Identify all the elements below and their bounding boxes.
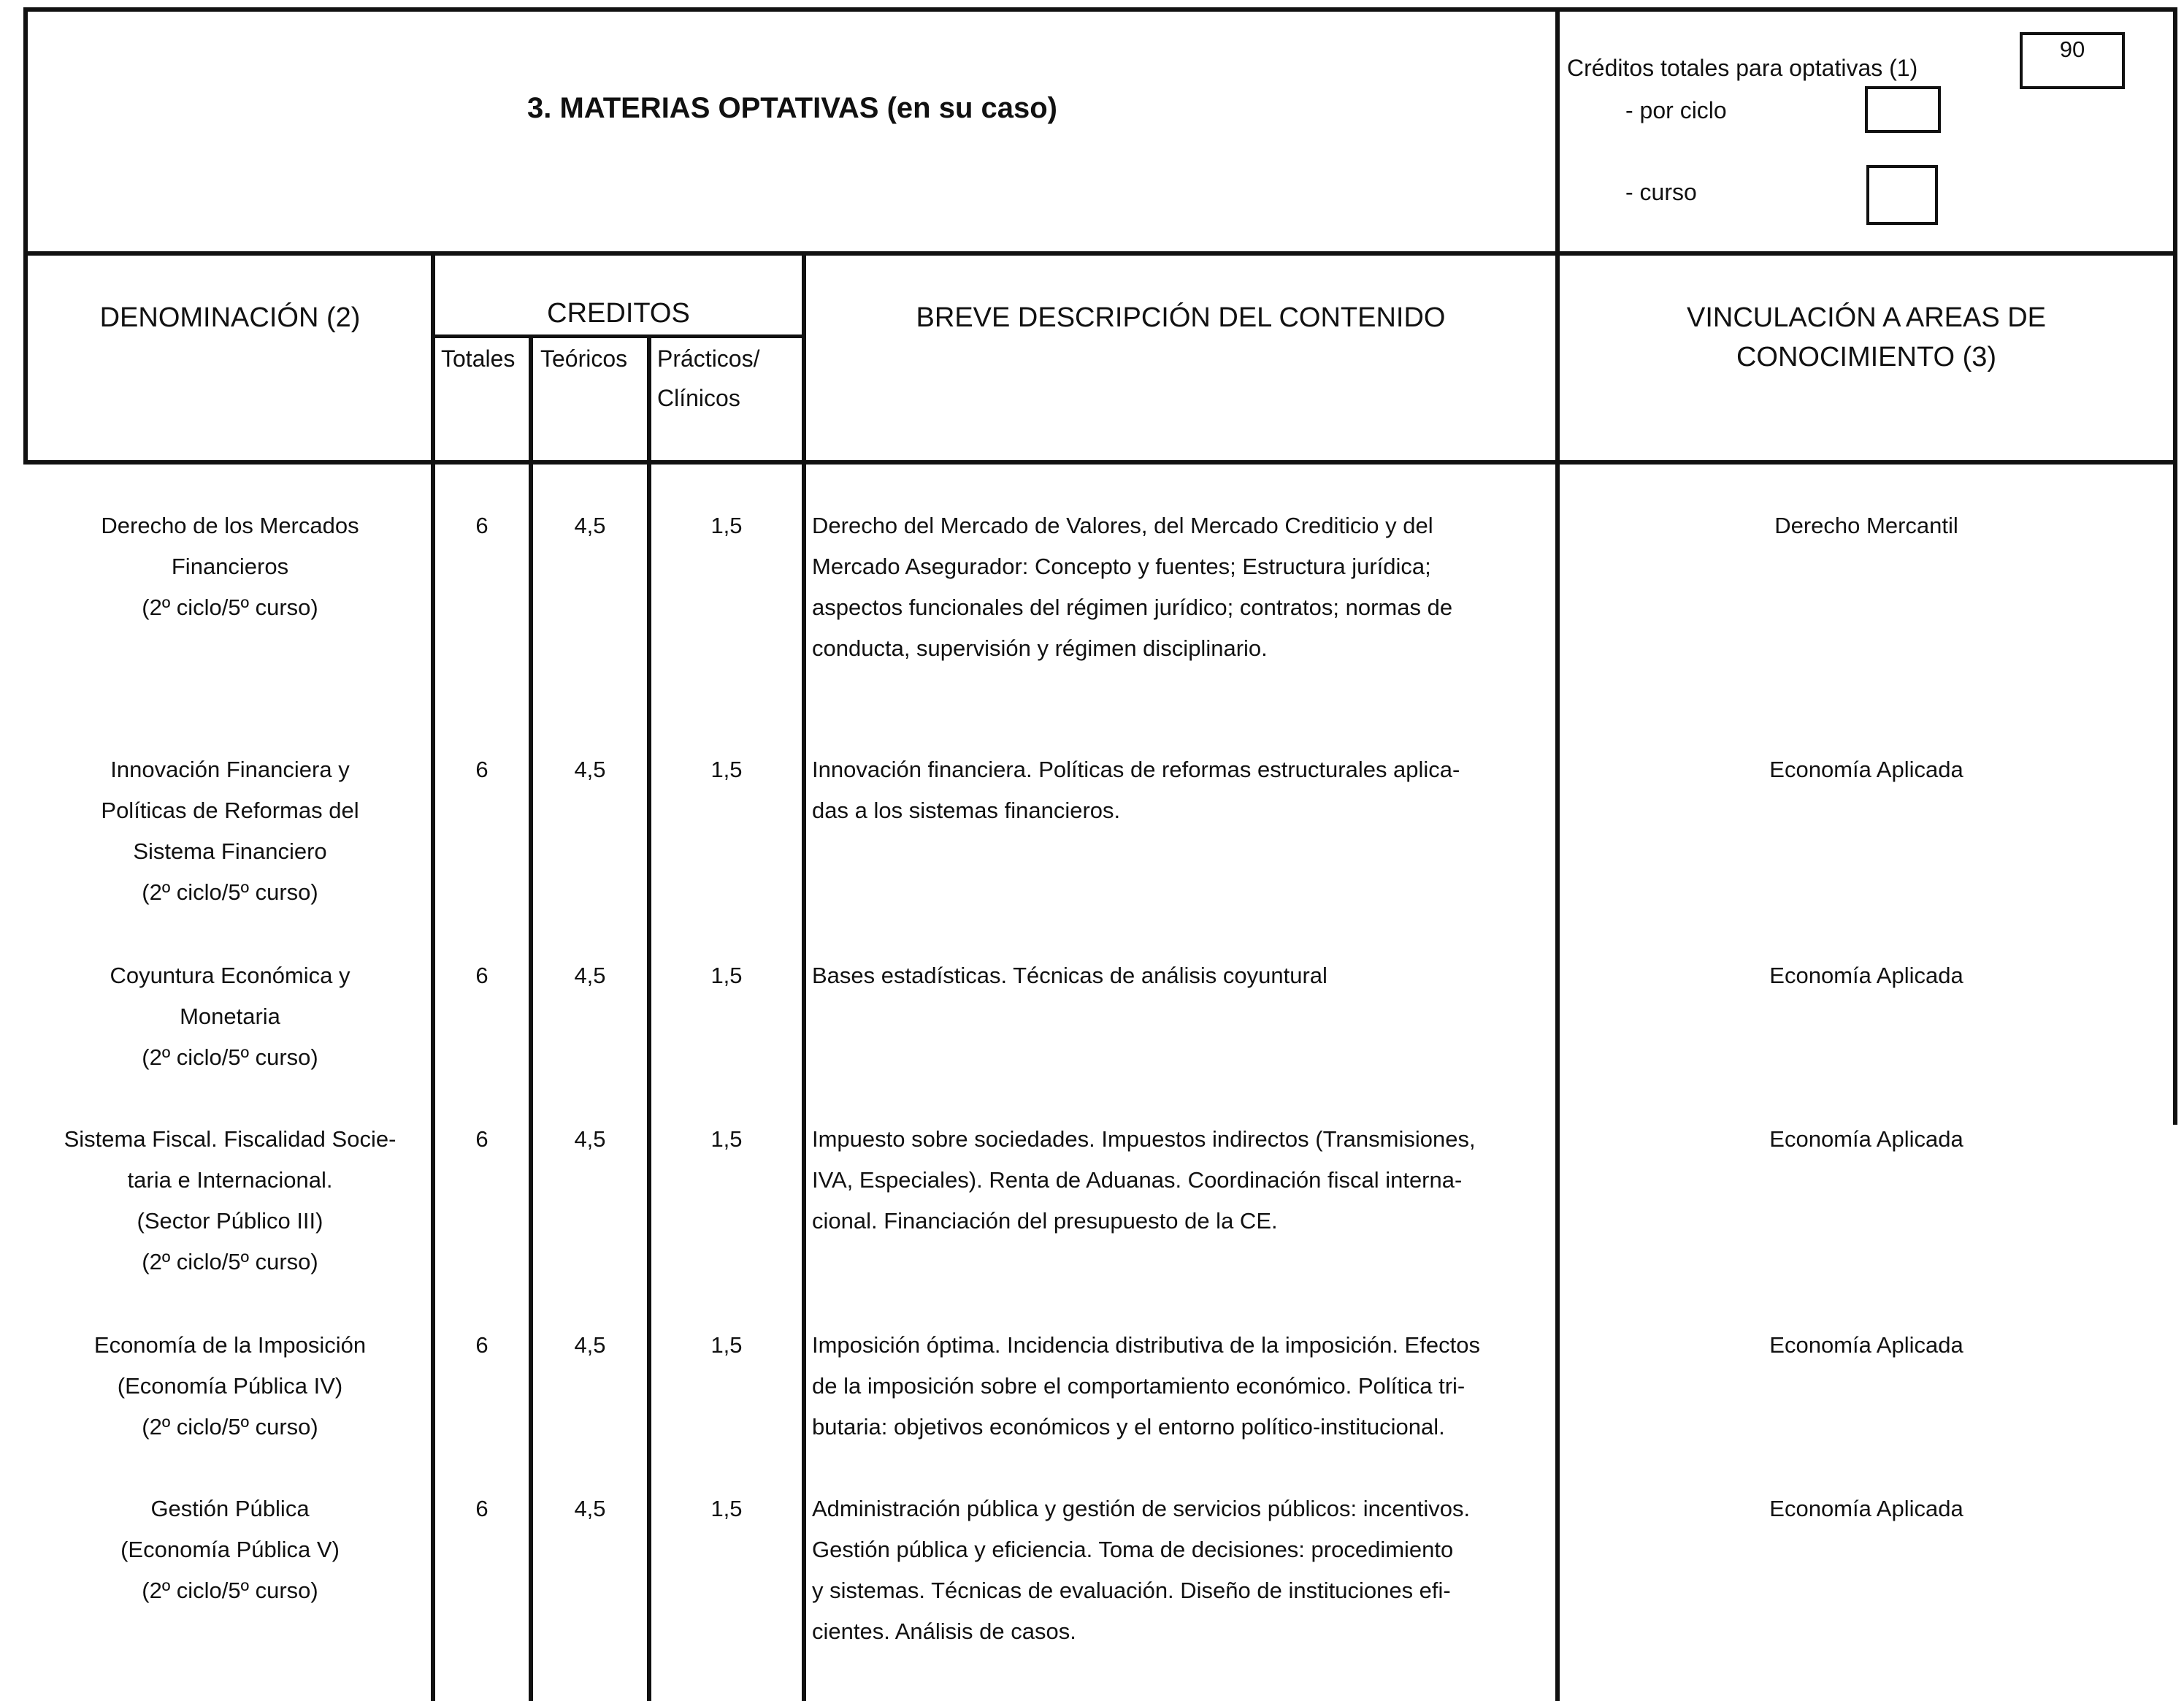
header-creditos: CREDITOS [547,298,690,329]
header-totales: Totales [441,345,516,372]
denominacion-line: Sistema Fiscal. Fiscalidad Socie- [64,1126,396,1152]
denominacion-line: (Sector Público III) [137,1208,323,1234]
row-denominacion [29,1488,431,1611]
descripcion-line: Bases estadísticas. Técnicas de análisis coyuntural [812,963,1327,988]
header-vinculacion-line1: VINCULACIÓN A AREAS DE [1686,302,2047,333]
row-descripcion [812,955,1554,996]
row-descripcion [812,505,1554,669]
row-creditos-teoricos: 4,5 [574,963,606,988]
denominacion-line: Monetaria [180,1004,280,1029]
descripcion-line: Innovación financiera. Políticas de reformas estructurales aplica- [812,757,1460,782]
row-denominacion [29,1325,431,1448]
header-practicos-line1: Prácticos/ [657,345,760,372]
denominacion-line: Derecho de los Mercados [101,513,359,538]
por-ciclo-label: - por ciclo [1625,97,1727,123]
denominacion-line: (2º ciclo/5º curso) [142,595,318,620]
denominacion-line: (2º ciclo/5º curso) [142,879,318,905]
row-creditos-totales: 6 [475,757,488,782]
descripcion-line: Administración pública y gestión de servicios públicos: incentivos. [812,1496,1471,1521]
descripcion-line: Imposición óptima. Incidencia distributiva de la imposición. Efectos [812,1332,1480,1358]
descripcion-line: y sistemas. Técnicas de evaluación. Diseño de instituciones efi- [812,1578,1451,1603]
row-descripcion [812,1325,1554,1448]
denominacion-line: (2º ciclo/5º curso) [142,1578,318,1603]
right-border [2173,7,2177,1125]
descripcion-line: cional. Financiación del presupuesto de la CE. [812,1208,1278,1234]
row-area-conocimiento: Derecho Mercantil [1774,513,1958,538]
denominacion-line: Financieros [171,554,289,579]
top-border [23,7,2177,12]
section-title: 3. MATERIAS OPTATIVAS (en su caso) [526,92,1057,124]
header-descripcion: BREVE DESCRIPCIÓN DEL CONTENIDO [916,302,1446,333]
row-descripcion [812,749,1554,831]
row-area-conocimiento: Economía Aplicada [1769,1332,1963,1358]
denominacion-line: Innovación Financiera y [110,757,350,782]
row-creditos-teoricos: 4,5 [574,1332,606,1358]
row-creditos-practicos: 1,5 [710,513,743,538]
col-divider-practicos [802,251,806,1701]
curso-label: - curso [1625,179,1697,205]
denominacion-line: (2º ciclo/5º curso) [142,1044,318,1070]
denominacion-line: Economía de la Imposición [93,1332,367,1358]
descripcion-line: cientes. Análisis de casos. [812,1618,1076,1644]
row-creditos-practicos: 1,5 [710,963,743,988]
descripcion-line: de la imposición sobre el comportamiento económico. Política tri- [812,1373,1465,1399]
row-area-conocimiento: Economía Aplicada [1769,757,1963,782]
denominacion-line: Gestión Pública [150,1496,310,1521]
row-creditos-totales: 6 [475,1332,488,1358]
row-area-conocimiento: Economía Aplicada [1769,963,1963,988]
row-creditos-teoricos: 4,5 [574,1496,606,1521]
descripcion-line: IVA, Especiales). Renta de Aduanas. Coordinación fiscal interna- [812,1167,1463,1193]
header-teoricos: Teóricos [540,345,628,372]
denominacion-line: Sistema Financiero [133,838,327,864]
descripcion-line: Mercado Asegurador: Concepto y fuentes; Estructura jurídica; [812,554,1431,579]
row-area-conocimiento: Economía Aplicada [1769,1496,1963,1521]
row-creditos-practicos: 1,5 [710,1332,743,1358]
row-creditos-practicos: 1,5 [710,1126,743,1152]
denominacion-line: (2º ciclo/5º curso) [142,1249,318,1274]
descripcion-line: aspectos funcionales del régimen jurídico; contratos; normas de [812,595,1453,620]
row-denominacion [29,1119,431,1283]
denominacion-line: Políticas de Reformas del [101,798,359,823]
row-creditos-practicos: 1,5 [710,1496,743,1521]
descripcion-line: Gestión pública y eficiencia. Toma de decisiones: procedimiento [812,1537,1454,1562]
descripcion-line: conducta, supervisión y régimen disciplinario. [812,635,1268,661]
row-denominacion [29,955,431,1078]
denominacion-line: Coyuntura Económica y [110,963,350,988]
row-descripcion [812,1488,1554,1652]
denominacion-line: (2º ciclo/5º curso) [142,1414,318,1440]
header-practicos-line2: Clínicos [657,385,740,411]
curso-box [1866,165,1938,225]
row-descripcion [812,1119,1554,1242]
row-creditos-totales: 6 [475,513,488,538]
descripcion-line: das a los sistemas financieros. [812,798,1121,823]
por-ciclo-box [1865,86,1941,133]
row-creditos-teoricos: 4,5 [574,1126,606,1152]
header-denominacion: DENOMINACIÓN (2) [99,302,361,333]
row-creditos-totales: 6 [475,1126,488,1152]
denominacion-line: taria e Internacional. [127,1167,333,1193]
header-vinculacion-line2: CONOCIMIENTO (3) [1736,342,1997,372]
section-right-divider [1555,7,1560,1701]
descripcion-line: Derecho del Mercado de Valores, del Mercado Crediticio y del [812,513,1433,538]
column-header-divider [23,460,2177,465]
credits-total-value: 90 [2059,37,2085,62]
row-denominacion [29,505,431,628]
row-creditos-totales: 6 [475,1496,488,1521]
credits-total-label: Créditos totales para optativas (1) [1567,55,1918,81]
denominacion-line: (Economía Pública IV) [117,1373,343,1399]
credits-total-box [2020,32,2125,89]
row-creditos-practicos: 1,5 [710,757,743,782]
header-divider [23,251,2177,256]
row-area-conocimiento: Economía Aplicada [1769,1126,1963,1152]
descripcion-line: butaria: objetivos económicos y el entorno político-institucional. [812,1414,1445,1440]
row-creditos-teoricos: 4,5 [574,757,606,782]
descripcion-line: Impuesto sobre sociedades. Impuestos indirectos (Transmisiones, [812,1126,1476,1152]
row-denominacion [29,749,431,913]
left-border [23,7,28,465]
creditos-subheader-divider [434,335,806,338]
row-creditos-totales: 6 [475,963,488,988]
row-creditos-teoricos: 4,5 [574,513,606,538]
denominacion-line: (Economía Pública V) [120,1537,340,1562]
